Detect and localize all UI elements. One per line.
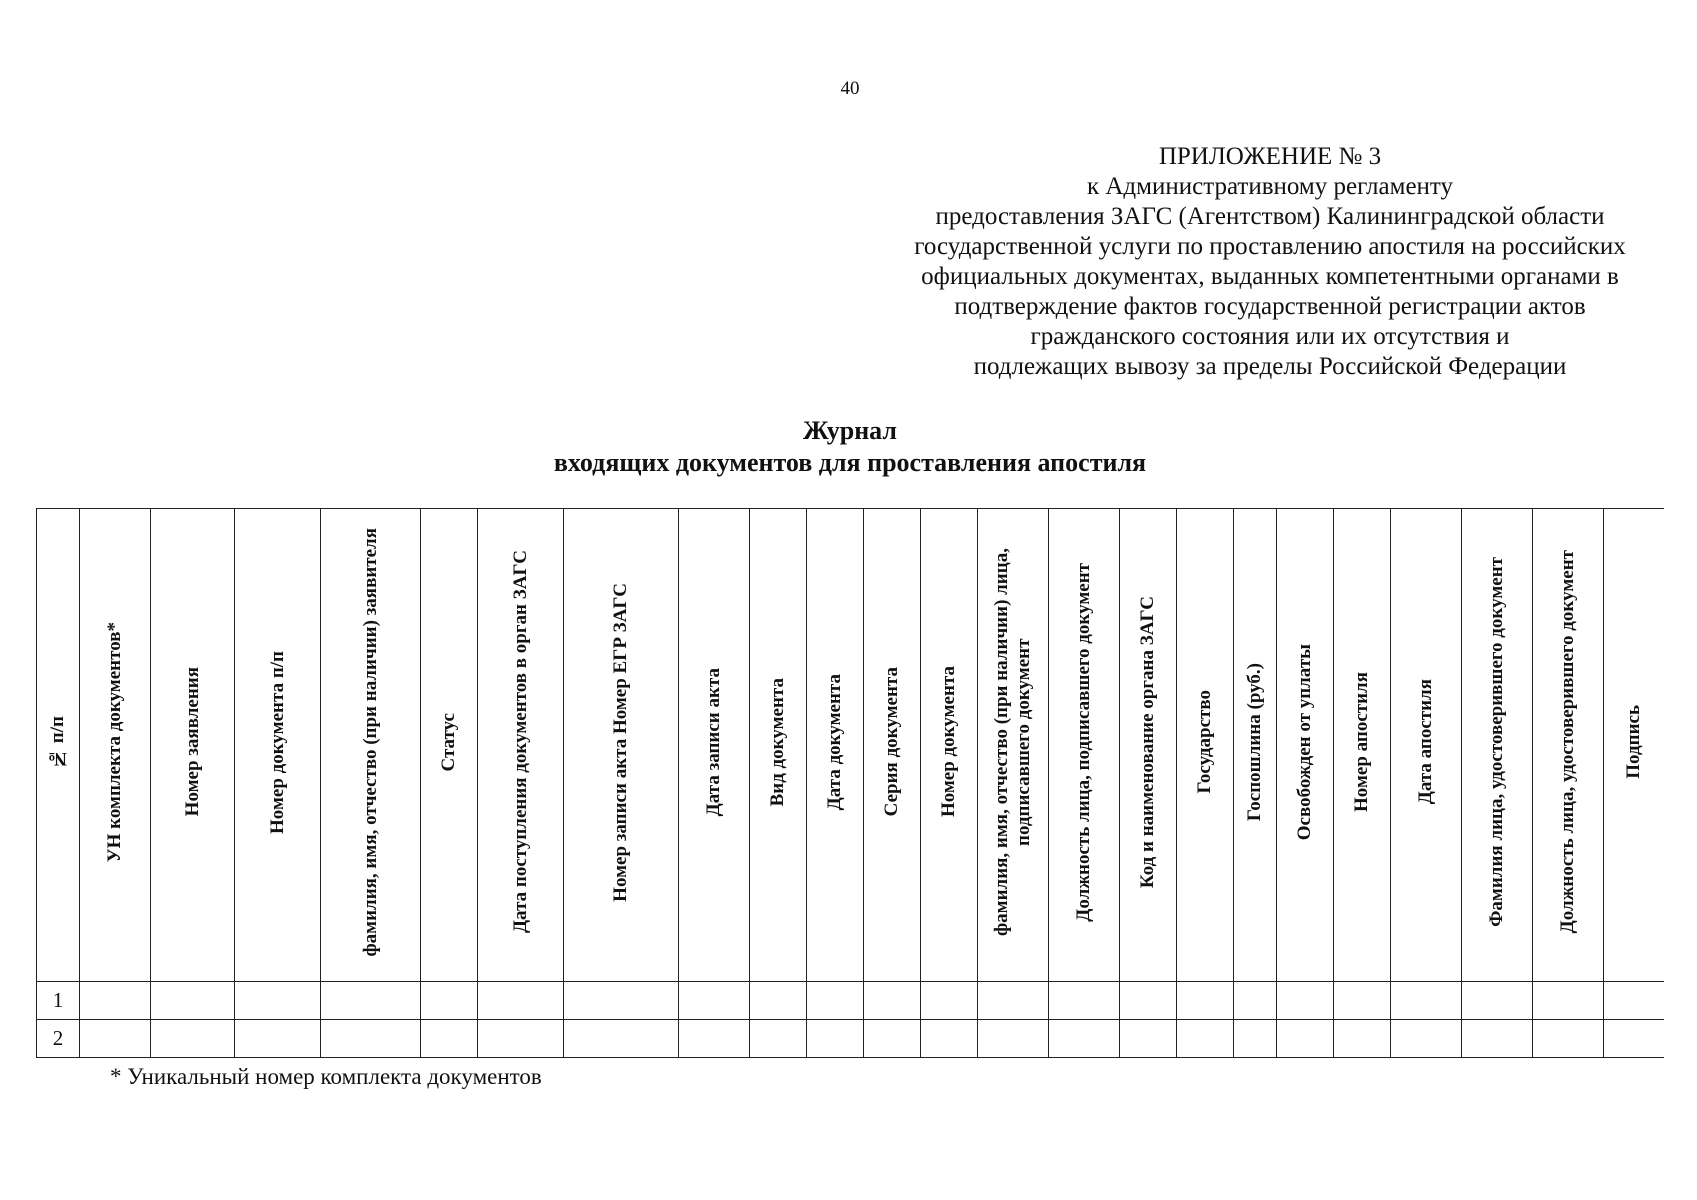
table-cell — [1120, 982, 1177, 1020]
table-row — [37, 1020, 1664, 1058]
column-header: Дата записи акта — [679, 509, 750, 982]
column-header: Номер документа п/п — [235, 509, 321, 982]
table-cell — [321, 982, 421, 1020]
table-cell — [750, 1020, 807, 1058]
column-header: Дата апостиля — [1391, 509, 1462, 982]
column-header: Фамилия лица, удостоверившего документ — [1462, 509, 1533, 982]
table-cell: 2 — [37, 1020, 80, 1058]
column-header: Подпись — [1604, 509, 1664, 982]
table-cell — [1120, 1020, 1177, 1058]
table-cell — [807, 982, 864, 1020]
table-cell — [151, 1020, 235, 1058]
table-cell — [1277, 982, 1334, 1020]
table-cell — [235, 982, 321, 1020]
table-cell — [807, 1020, 864, 1058]
column-header: фамилия, имя, отчество (при наличии) заявителя — [321, 509, 421, 982]
table-cell — [1391, 982, 1462, 1020]
column-header: Должность лица, удостоверившего документ — [1533, 509, 1604, 982]
column-header: Освобожден от уплаты — [1277, 509, 1334, 982]
column-header: Номер заявления — [151, 509, 235, 982]
table-cell — [1177, 1020, 1234, 1058]
appendix-line: официальных документах, выданных компетентными органами в — [921, 263, 1619, 290]
table-cell — [1234, 982, 1277, 1020]
table-cell — [321, 1020, 421, 1058]
table-cell — [750, 982, 807, 1020]
table-cell — [421, 1020, 478, 1058]
column-header: № п/п — [37, 509, 80, 982]
table-cell — [921, 1020, 978, 1058]
table-cell — [1533, 982, 1604, 1020]
table-cell — [1462, 1020, 1533, 1058]
table-cell — [921, 982, 978, 1020]
appendix-line: предоставления ЗАГС (Агентством) Калининградской области — [935, 203, 1605, 230]
table-cell — [478, 982, 564, 1020]
table-cell — [978, 982, 1049, 1020]
table-cell — [1049, 982, 1120, 1020]
table-cell — [679, 1020, 750, 1058]
table-cell — [864, 982, 921, 1020]
column-header: Серия документа — [864, 509, 921, 982]
journal-title-line1: Журнал — [803, 416, 897, 445]
journal-title-line2: входящих документов для проставления апостиля — [553, 448, 1147, 477]
table-cell — [151, 982, 235, 1020]
table-row — [37, 982, 1664, 1020]
appendix-line: государственной услуги по проставлению апостиля на российских — [914, 233, 1626, 260]
table-cell — [1177, 982, 1234, 1020]
table-cell — [1334, 1020, 1391, 1058]
column-header: Номер документа — [921, 509, 978, 982]
journal-table — [36, 508, 1664, 1058]
column-header: Номер апостиля — [1334, 509, 1391, 982]
table-cell — [1234, 1020, 1277, 1058]
table-cell — [80, 982, 151, 1020]
column-header: Номер записи акта Номер ЕГР ЗАГС — [564, 509, 679, 982]
column-header: Должность лица, подписавшего документ — [1049, 509, 1120, 982]
table-cell — [1462, 982, 1533, 1020]
table-header-row — [37, 509, 1664, 982]
table-cell — [1391, 1020, 1462, 1058]
column-header: фамилия, имя, отчество (при наличии) лица, подписавшего документ — [978, 509, 1049, 982]
column-header: Дата поступления документов в орган ЗАГС — [478, 509, 564, 982]
appendix-header — [880, 142, 1660, 382]
table-cell — [978, 1020, 1049, 1058]
appendix-line: к Административному регламенту — [1086, 173, 1454, 200]
column-header: Госпошлина (руб.) — [1234, 509, 1277, 982]
appendix-title: ПРИЛОЖЕНИЕ № 3 — [1158, 143, 1382, 170]
column-header: УН комплекта документов* — [80, 509, 151, 982]
table-cell — [478, 1020, 564, 1058]
table-cell — [1334, 982, 1391, 1020]
table-cell — [1604, 1020, 1664, 1058]
appendix-line: подлежащих вывозу за пределы Российской Федерации — [973, 353, 1567, 380]
appendix-line: подтверждение фактов государственной регистрации актов — [954, 293, 1586, 320]
page-number: 40 — [840, 78, 860, 99]
journal-title — [440, 415, 1260, 479]
column-header: Государство — [1177, 509, 1234, 982]
table-cell — [1533, 1020, 1604, 1058]
table-cell — [864, 1020, 921, 1058]
table-cell: 1 — [37, 982, 80, 1020]
table-cell — [235, 1020, 321, 1058]
column-header: Вид документа — [750, 509, 807, 982]
column-header: Статус — [421, 509, 478, 982]
table-cell — [564, 1020, 679, 1058]
table-cell — [564, 982, 679, 1020]
column-header: Код и наименование органа ЗАГС — [1120, 509, 1177, 982]
footnote: * Уникальный номер комплекта документов — [110, 1064, 542, 1089]
column-header: Дата документа — [807, 509, 864, 982]
appendix-line: гражданского состояния или их отсутствия и — [1030, 323, 1510, 350]
table-cell — [1277, 1020, 1334, 1058]
table-cell — [1604, 982, 1664, 1020]
table-cell — [421, 982, 478, 1020]
table-cell — [1049, 1020, 1120, 1058]
table-cell — [80, 1020, 151, 1058]
table-cell — [679, 982, 750, 1020]
